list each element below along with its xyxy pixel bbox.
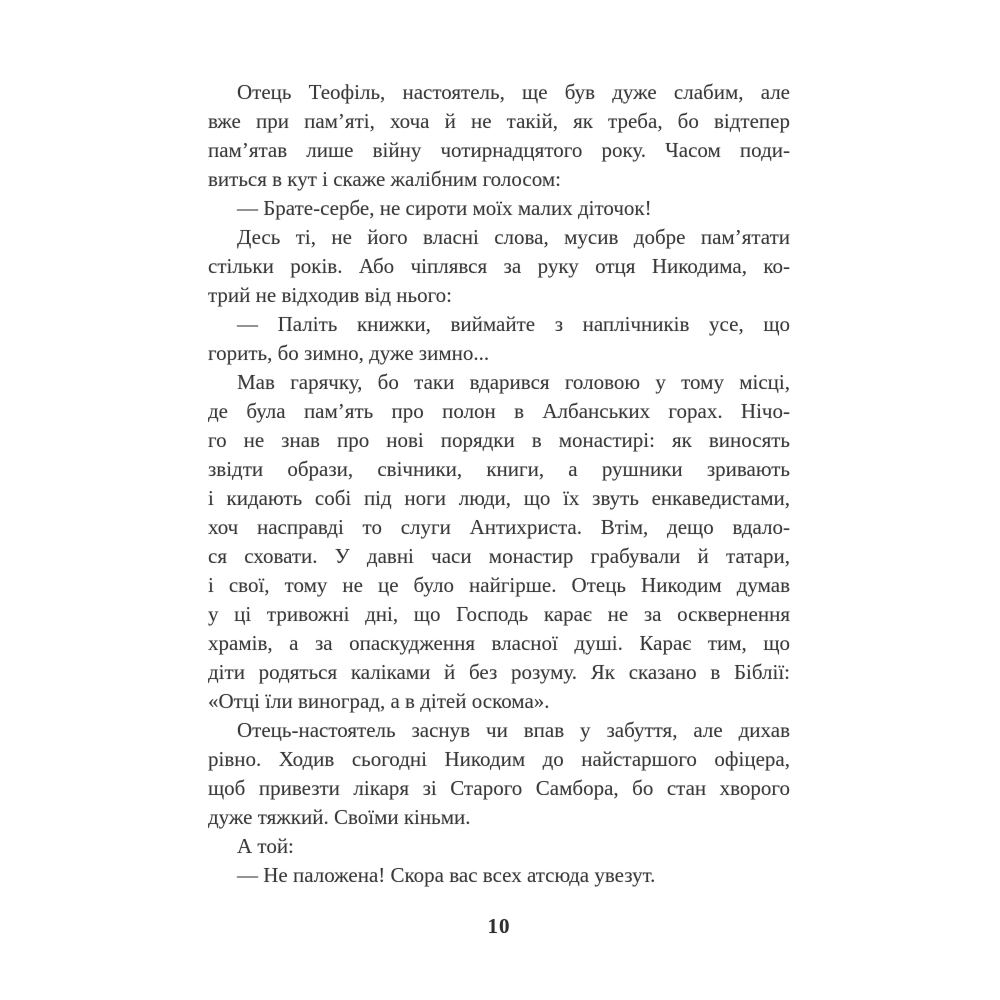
text-line: і кидають собі під ноги люди, що їх звуть енкаведистами,: [208, 486, 790, 510]
text-line: де була пам’ять про полон в Албанських горах. Нічо-: [208, 399, 790, 423]
text-line: рівно. Ходив сьогодні Никодим до найстаршого офіцера,: [208, 747, 790, 771]
text-line: дуже тяжкий. Своїми кіньми.: [208, 805, 471, 829]
text-line: виться в кут і скаже жалібним голосом:: [208, 167, 561, 191]
text-line: Отець Теофіль, настоятель, ще був дуже слабим, але: [237, 80, 790, 104]
text-line: у ці тривожні дні, що Господь карає не за осквернення: [208, 602, 790, 626]
text-line: — Брате-сербе, не сироти моїх малих діточок!: [237, 196, 652, 220]
text-line: «Отці їли виноград, а в дітей оскома».: [208, 689, 550, 713]
text-line: хоч насправді то слуги Антихриста. Втім, дещо вдало-: [208, 515, 790, 539]
text-line: звідти образи, свічники, книги, а рушники зривають: [208, 457, 790, 481]
text-line: — Не паложена! Скора вас всех атсюда увезут.: [237, 863, 656, 887]
text-line: щоб привезти лікаря зі Старого Самбора, бо стан хворого: [208, 776, 790, 800]
text-line: вже при пам’яті, хоча й не такій, як треба, бо відтепер: [208, 109, 790, 133]
page-number: 10: [487, 914, 511, 938]
text-line: пам’ятав лише війну чотирнадцятого року. Часом поди-: [208, 138, 790, 162]
text-line: трий не відходив від нього:: [208, 283, 453, 307]
text-line: горить, бо зимно, дуже зимно...: [208, 341, 490, 365]
text-line: Десь ті, не його власні слова, мусив добре пам’ятати: [237, 225, 790, 249]
text-line: — Паліть книжки, виймайте з наплічників усе, що: [237, 312, 790, 336]
text-line: стільки років. Або чіплявся за руку отця Никодима, ко-: [208, 254, 790, 278]
text-line: ся сховати. У давні часи монастир грабували й татари,: [208, 544, 790, 568]
text-line: діти родяться каліками й без розуму. Як сказано в Біблії:: [208, 660, 790, 684]
page-text: [208, 78, 790, 890]
text-line: го не знав про нові порядки в монастирі: як виносять: [208, 428, 790, 452]
text-line: А той:: [237, 834, 294, 858]
text-line: і свої, тому не це було найгірше. Отець Никодим думав: [208, 573, 790, 597]
text-line: Отець-настоятель заснув чи впав у забуття, але дихав: [237, 718, 790, 742]
text-line: храмів, а за опаскудження власної душі. Карає тим, що: [208, 631, 790, 655]
text-line: Мав гарячку, бо таки вдарився головою у тому місці,: [237, 370, 790, 394]
